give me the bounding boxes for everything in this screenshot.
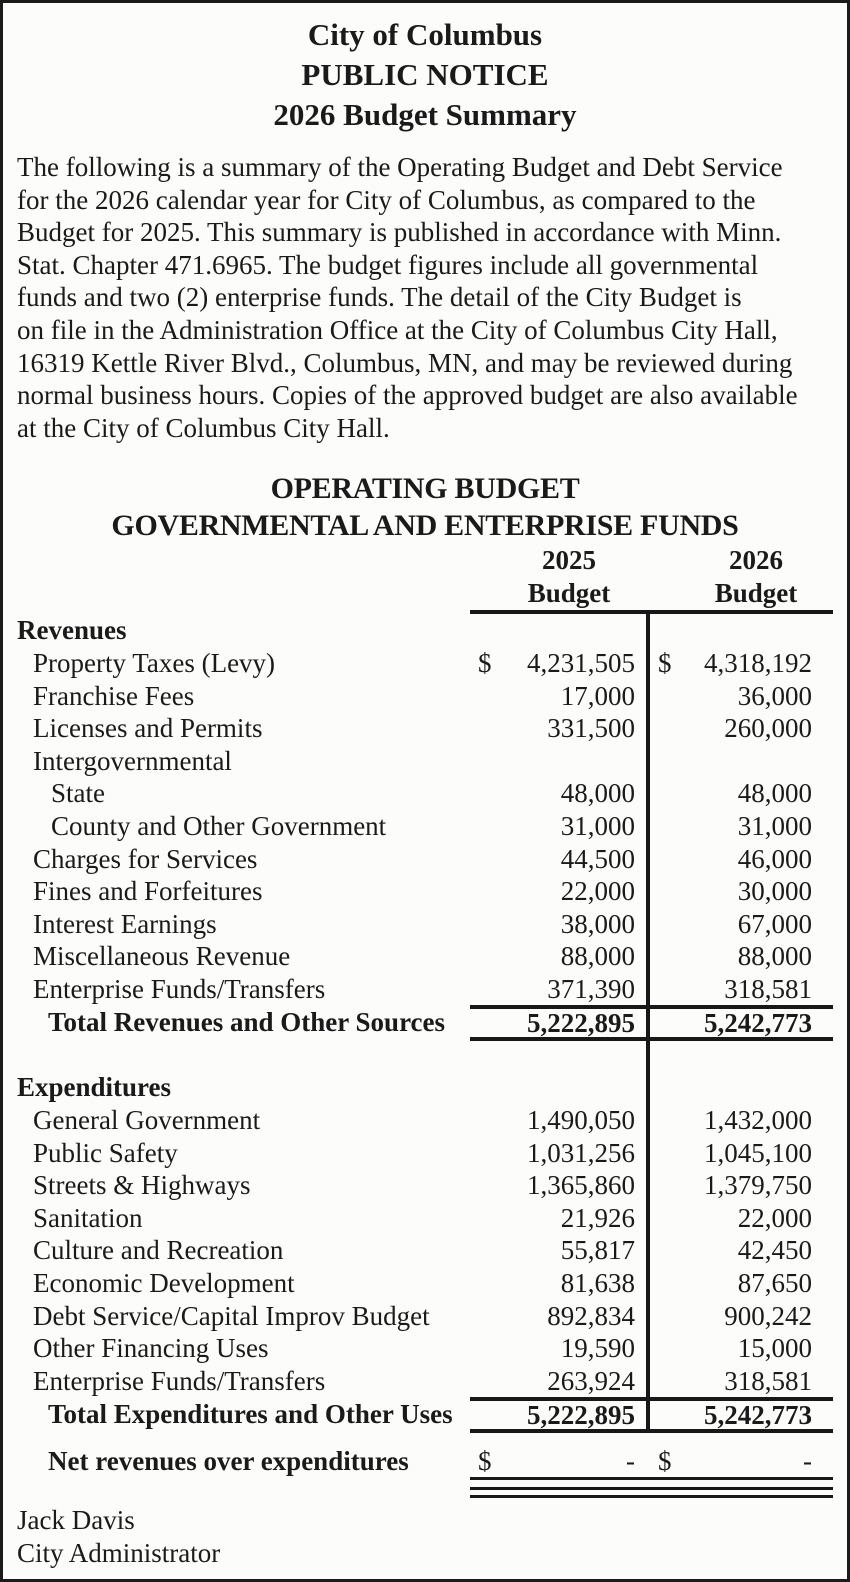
- value-2025: [470, 1071, 638, 1104]
- value-2026: [655, 1009, 833, 1037]
- value-2026: [655, 647, 833, 680]
- notice-body-line: normal business hours. Copies of the approved budget are also available: [17, 380, 798, 411]
- amount: 331,500: [547, 713, 635, 744]
- value-2025: [470, 1365, 638, 1398]
- value-2025: [470, 1300, 638, 1333]
- column-gap: [638, 1445, 655, 1477]
- value-2025: [470, 1267, 638, 1300]
- value-2026: [655, 614, 833, 647]
- section-header-row: [17, 1071, 833, 1104]
- amount: 48,000: [560, 778, 635, 809]
- amount: -: [626, 1446, 635, 1477]
- row-label: Streets & Highways: [33, 1170, 251, 1201]
- value-2025: [470, 810, 638, 843]
- dollar-sign: $: [658, 1446, 672, 1477]
- notice-body-line: for the 2026 calendar year for City of Columbus, as compared to the: [17, 184, 756, 215]
- amount: 1,045,100: [704, 1137, 812, 1168]
- amount: 4,231,505: [527, 647, 635, 678]
- amount: 88,000: [737, 941, 812, 972]
- table-row: [17, 908, 833, 941]
- value-2026: [655, 1267, 833, 1300]
- amount: 15,000: [737, 1333, 812, 1364]
- value-2026: [655, 1300, 833, 1333]
- row-label: Property Taxes (Levy): [33, 647, 276, 678]
- amount: 48,000: [737, 778, 812, 809]
- notice-body-line: Budget for 2025. This summary is published in accordance with Minn.: [17, 217, 782, 248]
- table-row: [17, 940, 833, 973]
- table-row: [17, 1300, 833, 1333]
- column-year: 2026: [729, 545, 783, 576]
- amount: 1,490,050: [527, 1105, 635, 1136]
- value-2025: [470, 712, 638, 745]
- table-row: [17, 680, 833, 713]
- signature-block: [17, 1504, 833, 1570]
- value-2025: [470, 1401, 638, 1429]
- value-2026: [655, 973, 833, 1006]
- value-2026: [655, 908, 833, 941]
- row-label: Enterprise Funds/Transfers: [33, 973, 326, 1004]
- row-label: Total Revenues and Other Sources: [48, 1007, 446, 1038]
- value-2026: [655, 875, 833, 908]
- total-values: [470, 1005, 833, 1041]
- notice-body-line: funds and two (2) enterprise funds. The detail of the City Budget is: [17, 282, 742, 313]
- amount: 21,926: [560, 1202, 635, 1233]
- dollar-sign: $: [478, 647, 492, 678]
- column-header-2025: [470, 544, 638, 610]
- row-label: County and Other Government: [51, 810, 387, 841]
- double-rule: [470, 1487, 833, 1498]
- value-2025: [470, 908, 638, 941]
- value-2025: [470, 875, 638, 908]
- value-2026: [655, 745, 833, 778]
- value-2025: [470, 1332, 638, 1365]
- amount: -: [803, 1446, 812, 1477]
- amount: 5,242,773: [704, 1400, 812, 1431]
- amount: 44,500: [560, 843, 635, 874]
- row-label: State: [51, 778, 105, 809]
- amount: 42,450: [737, 1235, 812, 1266]
- signatory-title: City Administrator: [17, 1538, 221, 1569]
- value-2026: [655, 1104, 833, 1137]
- row-label: Debt Service/Capital Improv Budget: [33, 1300, 430, 1331]
- signatory-name: Jack Davis: [17, 1505, 135, 1536]
- value-2025: [470, 1137, 638, 1170]
- value-2025: [470, 1202, 638, 1235]
- value-2025: [470, 777, 638, 810]
- section-header: Revenues: [17, 615, 127, 646]
- column-gap: [638, 544, 655, 610]
- row-label: Miscellaneous Revenue: [33, 941, 291, 972]
- amount: 4,318,192: [704, 647, 812, 678]
- row-label: Economic Development: [33, 1268, 295, 1299]
- table-heading-line: GOVERNMENTAL AND ENTERPRISE FUNDS: [111, 509, 739, 543]
- value-2026: [655, 1202, 833, 1235]
- amount: 88,000: [560, 941, 635, 972]
- row-label: Net revenues over expenditures: [48, 1446, 409, 1477]
- notice-title-line: City of Columbus: [307, 17, 543, 52]
- table-row: [17, 1104, 833, 1137]
- column-header-2026: [655, 544, 833, 610]
- value-2025: [470, 614, 638, 647]
- amount: 46,000: [737, 843, 812, 874]
- row-label: Culture and Recreation: [33, 1235, 284, 1266]
- value-2025: [470, 1009, 638, 1037]
- budget-table: [17, 544, 833, 1498]
- amount: 81,638: [560, 1268, 635, 1299]
- amount: 318,581: [724, 973, 812, 1004]
- net-values: [470, 1445, 833, 1480]
- value-2026: [655, 1137, 833, 1170]
- amount: 67,000: [737, 908, 812, 939]
- table-row: [17, 810, 833, 843]
- column-divider: [646, 614, 650, 1433]
- table-heading-line: OPERATING BUDGET: [270, 472, 580, 506]
- table-row: [17, 1234, 833, 1267]
- table-row: [17, 1202, 833, 1235]
- section-header-row: [17, 614, 833, 647]
- value-2025: [470, 680, 638, 713]
- notice-title-line: 2026 Budget Summary: [273, 97, 577, 132]
- row-label: Public Safety: [33, 1137, 178, 1168]
- section-spacer: [17, 1041, 833, 1071]
- column-label: Budget: [714, 578, 798, 609]
- amount: 38,000: [560, 908, 635, 939]
- value-2026: [655, 1332, 833, 1365]
- value-2025: [470, 1234, 638, 1267]
- amount: 1,365,860: [527, 1170, 635, 1201]
- total-values: [470, 1397, 833, 1433]
- row-label: Fines and Forfeitures: [33, 876, 263, 907]
- row-label: Charges for Services: [33, 843, 258, 874]
- amount: 260,000: [724, 713, 812, 744]
- row-label: Interest Earnings: [33, 908, 217, 939]
- notice-title-line: PUBLIC NOTICE: [301, 57, 549, 92]
- table-row: [17, 777, 833, 810]
- value-2026: [655, 1071, 833, 1104]
- value-2025: [470, 647, 638, 680]
- amount: 87,650: [737, 1268, 812, 1299]
- row-label: Other Financing Uses: [33, 1333, 269, 1364]
- row-label: Sanitation: [33, 1202, 143, 1233]
- amount: 19,590: [560, 1333, 635, 1364]
- section-header: Expenditures: [17, 1072, 172, 1103]
- value-2026: [655, 843, 833, 876]
- value-2026: [655, 1234, 833, 1267]
- amount: 30,000: [737, 876, 812, 907]
- value-2025: [470, 1169, 638, 1202]
- amount: 36,000: [737, 680, 812, 711]
- net-row: [17, 1445, 833, 1480]
- column-header-row: [17, 544, 833, 610]
- value-2025: [470, 973, 638, 1006]
- value-2026: [655, 777, 833, 810]
- value-2025: [470, 745, 638, 778]
- column-year: 2025: [542, 545, 596, 576]
- amount: 371,390: [547, 973, 635, 1004]
- value-2025: [470, 1104, 638, 1137]
- amount: 1,379,750: [704, 1170, 812, 1201]
- value-2025: [470, 1445, 638, 1477]
- row-label: General Government: [33, 1105, 261, 1136]
- amount: 22,000: [737, 1202, 812, 1233]
- dollar-sign: $: [478, 1446, 492, 1477]
- amount: 55,817: [560, 1235, 635, 1266]
- amount: 263,924: [547, 1365, 635, 1396]
- table-row: [17, 1137, 833, 1170]
- value-2025: [470, 940, 638, 973]
- value-2026: [655, 1365, 833, 1398]
- notice-body-line: The following is a summary of the Operating Budget and Debt Service: [17, 152, 783, 182]
- amount: 318,581: [724, 1365, 812, 1396]
- value-2026: [655, 940, 833, 973]
- notice-title: [17, 15, 833, 135]
- dollar-sign: $: [658, 647, 672, 678]
- table-row: [17, 647, 833, 680]
- value-2026: [655, 680, 833, 713]
- value-2026: [655, 810, 833, 843]
- value-2026: [655, 1401, 833, 1429]
- amount: 31,000: [560, 810, 635, 841]
- total-row: [17, 1397, 833, 1433]
- amount: 5,222,895: [527, 1008, 635, 1039]
- value-2025: [470, 843, 638, 876]
- notice-body-line: on file in the Administration Office at the City of Columbus City Hall,: [17, 314, 778, 345]
- row-label: [17, 544, 470, 610]
- row-label: Total Expenditures and Other Uses: [48, 1399, 453, 1430]
- notice-body: [17, 151, 833, 444]
- amount: 31,000: [737, 810, 812, 841]
- amount: 1,031,256: [527, 1137, 635, 1168]
- row-label: Franchise Fees: [33, 680, 195, 711]
- value-2026: [655, 1169, 833, 1202]
- table-row: [17, 1332, 833, 1365]
- table-row: [17, 745, 833, 778]
- notice-body-line: at the City of Columbus City Hall.: [17, 412, 390, 443]
- column-label: Budget: [527, 578, 611, 609]
- table-row: [17, 1267, 833, 1300]
- notice-body-line: 16319 Kettle River Blvd., Columbus, MN, and may be reviewed during: [17, 347, 793, 378]
- amount: 1,432,000: [704, 1105, 812, 1136]
- table-row: [17, 973, 833, 1006]
- value-2026: [655, 712, 833, 745]
- table-heading: [17, 470, 833, 544]
- table-row: [17, 843, 833, 876]
- amount: 5,222,895: [527, 1400, 635, 1431]
- row-label: Intergovernmental: [33, 745, 232, 776]
- row-label: Enterprise Funds/Transfers: [33, 1365, 326, 1396]
- notice-body-line: Stat. Chapter 471.6965. The budget figures include all governmental: [17, 249, 759, 280]
- table-row: [17, 1169, 833, 1202]
- amount: 17,000: [560, 680, 635, 711]
- row-label: Licenses and Permits: [33, 713, 263, 744]
- table-row: [17, 712, 833, 745]
- table-row: [17, 1365, 833, 1398]
- amount: 22,000: [560, 876, 635, 907]
- total-row: [17, 1005, 833, 1041]
- table-row: [17, 875, 833, 908]
- value-2026: [655, 1445, 833, 1477]
- amount: 900,242: [724, 1300, 812, 1331]
- amount: 892,834: [547, 1300, 635, 1331]
- amount: 5,242,773: [704, 1008, 812, 1039]
